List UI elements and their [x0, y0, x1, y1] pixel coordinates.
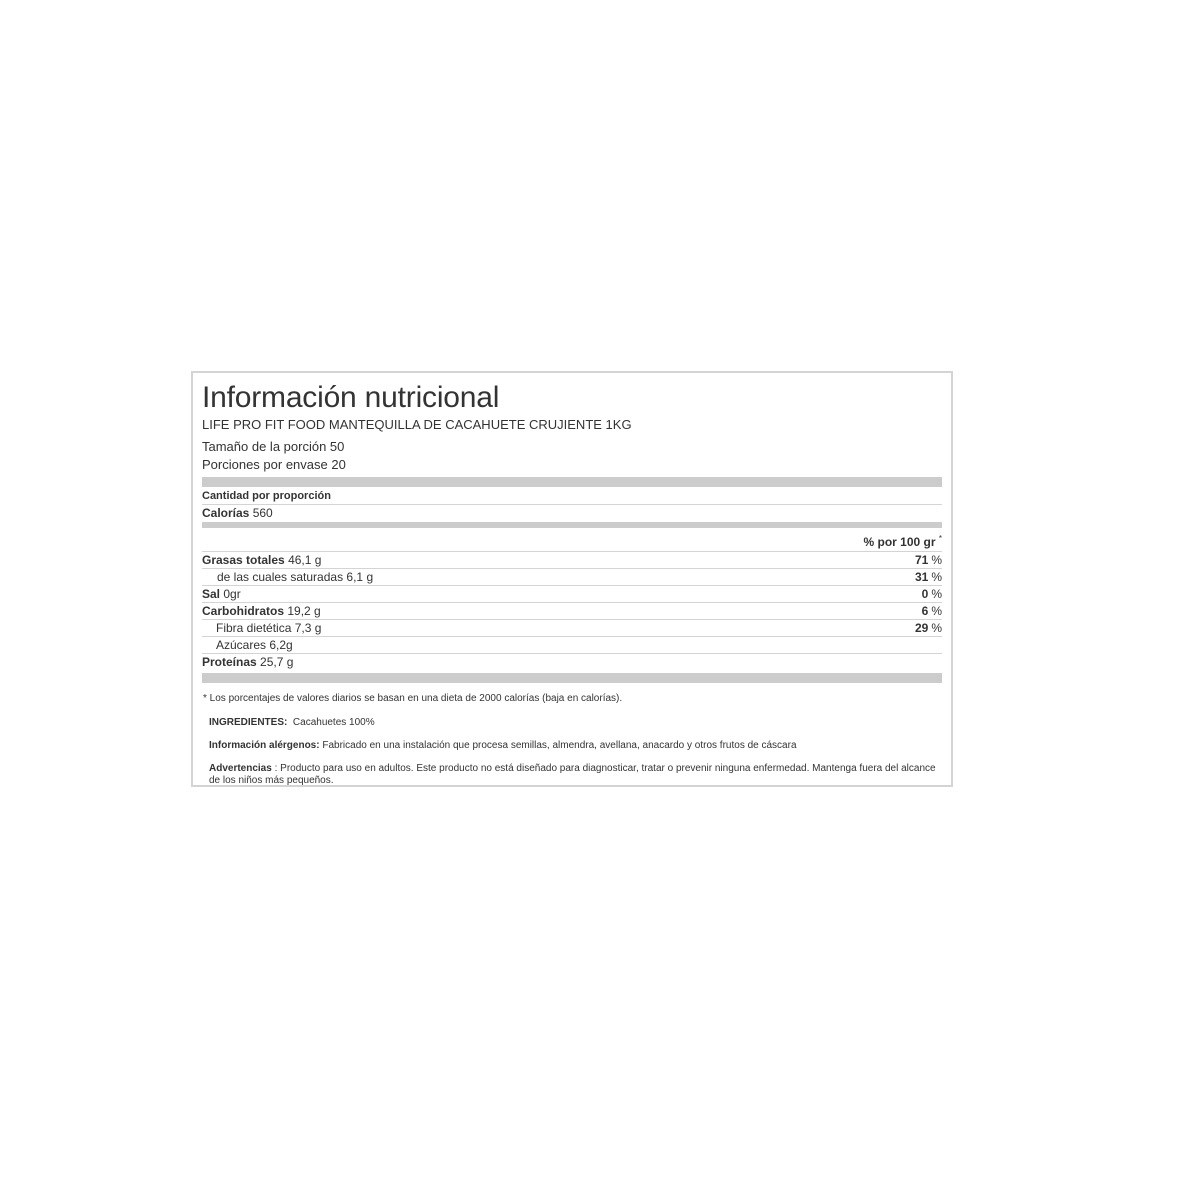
nutrient-row: [202, 603, 942, 620]
percent-unit: %: [931, 570, 942, 584]
nutrient-amount: 6,2g: [269, 638, 293, 652]
percent-header-mark: *: [938, 534, 942, 543]
nutrient-name: Azúcares: [216, 638, 267, 652]
nutrient-percent-cell: [915, 569, 942, 585]
ingredients-label: INGREDIENTES:: [209, 717, 288, 728]
nutrient-amount: 25,7 g: [260, 655, 294, 669]
nutrient-name-cell: [202, 586, 241, 602]
nutrient-name: Proteínas: [202, 655, 257, 669]
servings-per-container: Porciones por envase 20: [202, 457, 346, 472]
nutrient-name-cell: [202, 637, 293, 653]
calories-row: [202, 505, 942, 521]
nutrient-name: Carbohidratos: [202, 604, 285, 618]
nutrient-percent: 29: [914, 621, 929, 635]
nutrient-row: [202, 637, 942, 654]
nutrient-percent-cell: [922, 603, 942, 619]
nutrient-name-cell: [202, 552, 321, 568]
calories-label: Calorías: [202, 506, 250, 520]
nutrient-row: [202, 586, 942, 603]
calories-value: 560: [252, 506, 273, 520]
ingredients-section: [209, 717, 942, 729]
label-title: Información nutricional: [202, 381, 500, 414]
ingredients-text: Cacahuetes 100%: [292, 717, 375, 728]
warnings-section: [209, 763, 942, 787]
warnings-label: Advertencias: [209, 763, 272, 774]
nutrient-percent-cell: [922, 586, 942, 602]
nutrient-percent-cell: [915, 552, 942, 568]
nutrient-name-cell: [202, 569, 373, 585]
amount-per-heading: Cantidad por proporción: [202, 489, 942, 505]
serving-size: Tamaño de la porción 50: [202, 439, 345, 454]
nutrient-name: Sal: [202, 587, 221, 601]
nutrient-percent: 31: [914, 570, 929, 584]
nutrient-amount: 7,3 g: [294, 621, 322, 635]
nutrient-name: de las cuales saturadas: [217, 570, 344, 584]
nutrient-amount: 0gr: [223, 587, 241, 601]
nutrient-percent: 6: [921, 604, 929, 618]
footnote: * Los porcentajes de valores diarios se basan en una dieta de 2000 calorías (baja en calorías).: [203, 693, 623, 704]
nutrient-amount: 6,1 g: [346, 570, 374, 584]
nutrient-amount: 19,2 g: [287, 604, 321, 618]
divider-medium: [202, 522, 942, 528]
percent-header: [202, 530, 942, 552]
nutrient-amount: 46,1 g: [288, 553, 322, 567]
nutrient-row: [202, 654, 942, 670]
nutrient-name-cell: [202, 603, 321, 619]
allergens-section: [209, 740, 942, 752]
warnings-text: : Producto para uso en adultos. Este producto no está diseñado para diagnosticar, tratar o prevenir ninguna enfermedad. Mantenga fuera del alcance de los niños más pequeños.: [209, 763, 936, 786]
nutrient-percent-cell: [915, 620, 942, 636]
allergens-label: Información alérgenos:: [209, 740, 320, 751]
nutrient-percent: 0: [921, 587, 929, 601]
percent-unit: %: [931, 587, 942, 601]
nutrient-name-cell: [202, 620, 321, 636]
nutrition-label: [191, 371, 953, 787]
divider-thick-bottom: [202, 673, 942, 683]
percent-unit: %: [931, 553, 942, 567]
percent-header-text: % por 100 gr: [863, 535, 936, 549]
allergens-text: Fabricado en una instalación que procesa semillas, almendra, avellana, anacardo y otros frutos de cáscara: [322, 740, 797, 751]
nutrient-percent: 71: [914, 553, 929, 567]
percent-unit: %: [931, 621, 942, 635]
nutrient-name: Fibra dietética: [216, 621, 292, 635]
percent-unit: %: [931, 604, 942, 618]
nutrient-name-cell: [202, 654, 293, 670]
divider-thick: [202, 477, 942, 487]
nutrient-row: [202, 620, 942, 637]
nutrient-row: [202, 569, 942, 586]
product-name: LIFE PRO FIT FOOD MANTEQUILLA DE CACAHUETE CRUJIENTE 1KG: [202, 417, 632, 432]
nutrient-row: [202, 552, 942, 569]
nutrient-name: Grasas totales: [202, 553, 285, 567]
